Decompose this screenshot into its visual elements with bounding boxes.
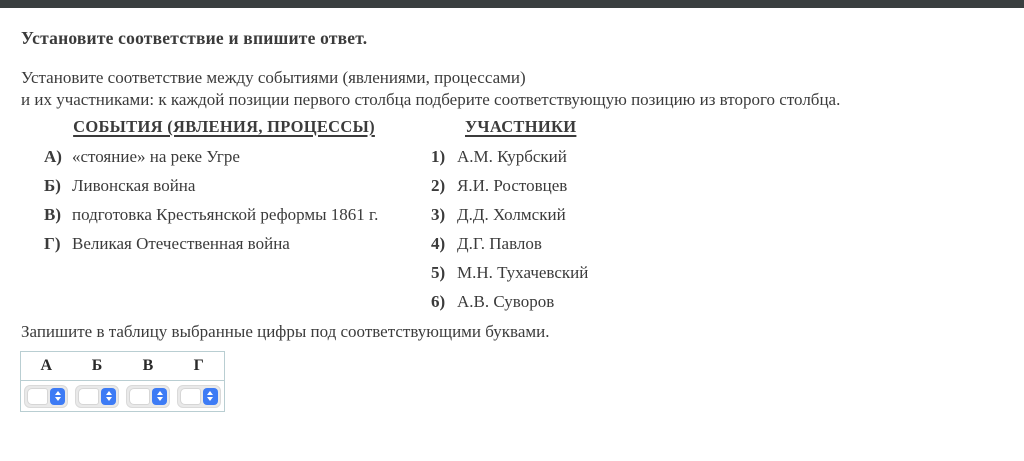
participant-item-6	[431, 287, 651, 316]
answer-input-b[interactable]	[75, 385, 119, 408]
participant-text-5: М.Н. Тухачевский	[457, 262, 589, 282]
participant-text-4: Д.Г. Павлов	[457, 233, 542, 253]
event-item-g	[44, 229, 404, 258]
participant-label-2: 2)	[431, 175, 446, 195]
event-item-b	[44, 171, 404, 200]
participant-item-3	[431, 200, 651, 229]
stepper-g[interactable]	[203, 388, 218, 405]
answer-column-header-g: Г	[174, 352, 225, 381]
answer-field-b[interactable]	[78, 388, 99, 405]
answer-table-input-row	[21, 381, 225, 412]
participant-label-3: 3)	[431, 204, 446, 224]
event-text-v: подготовка Крестьянской реформы 1861 г.	[72, 204, 379, 224]
stepper-down-icon[interactable]	[157, 397, 163, 401]
events-list	[44, 142, 404, 258]
event-item-a	[44, 142, 404, 171]
event-text-b: Ливонская война	[72, 175, 196, 195]
participant-item-1	[431, 142, 651, 171]
answer-field-v[interactable]	[129, 388, 150, 405]
stepper-a[interactable]	[50, 388, 65, 405]
events-column	[44, 118, 404, 258]
event-label-a: А)	[44, 146, 62, 166]
event-label-g: Г)	[44, 233, 61, 253]
participant-text-6: А.В. Суворов	[457, 291, 555, 311]
answer-input-a[interactable]	[24, 385, 68, 408]
participant-text-2: Я.И. Ростовцев	[457, 175, 568, 195]
answer-table-header-row	[21, 352, 225, 381]
stepper-down-icon[interactable]	[106, 397, 112, 401]
stepper-down-icon[interactable]	[207, 397, 213, 401]
participants-column-header: УЧАСТНИКИ	[465, 117, 577, 136]
event-text-g: Великая Отечественная война	[72, 233, 290, 253]
stepper-down-icon[interactable]	[55, 397, 61, 401]
participants-list	[431, 142, 651, 316]
participant-text-3: Д.Д. Холмский	[457, 204, 566, 224]
events-column-header: СОБЫТИЯ (ЯВЛЕНИЯ, ПРОЦЕССЫ)	[73, 117, 375, 136]
task-instruction	[21, 67, 840, 111]
participant-label-4: 4)	[431, 233, 446, 253]
participant-text-1: А.М. Курбский	[457, 146, 567, 166]
instruction-line-2: и их участниками: к каждой позиции первого столбца подберите соответствующую позицию из второго столбца.	[21, 90, 841, 109]
answer-column-header-b: Б	[72, 352, 123, 381]
top-bar	[0, 0, 1024, 8]
stepper-up-icon[interactable]	[106, 391, 112, 395]
event-text-a: «стояние» на реке Угре	[72, 146, 240, 166]
instruction-line-1: Установите соответствие между событиями (явлениями, процессами)	[21, 68, 526, 87]
answer-column-header-a: А	[21, 352, 72, 381]
stepper-up-icon[interactable]	[207, 391, 213, 395]
participant-label-6: 6)	[431, 291, 446, 311]
stepper-b[interactable]	[101, 388, 116, 405]
event-label-b: Б)	[44, 175, 61, 195]
answer-input-v[interactable]	[126, 385, 170, 408]
answer-instruction: Запишите в таблицу выбранные цифры под соответствующими буквами.	[21, 322, 550, 341]
stepper-up-icon[interactable]	[55, 391, 61, 395]
participants-column	[431, 118, 651, 316]
answer-input-g[interactable]	[177, 385, 221, 408]
stepper-v[interactable]	[152, 388, 167, 405]
stepper-up-icon[interactable]	[157, 391, 163, 395]
page-title: Установите соответствие и впишите ответ.	[21, 28, 368, 48]
participant-label-5: 5)	[431, 262, 446, 282]
answer-table	[20, 351, 225, 412]
participant-label-1: 1)	[431, 146, 446, 166]
participant-item-4	[431, 229, 651, 258]
event-item-v	[44, 200, 404, 229]
answer-column-header-v: В	[123, 352, 174, 381]
answer-field-a[interactable]	[27, 388, 48, 405]
event-label-v: В)	[44, 204, 61, 224]
participant-item-5	[431, 258, 651, 287]
answer-field-g[interactable]	[180, 388, 201, 405]
participant-item-2	[431, 171, 651, 200]
